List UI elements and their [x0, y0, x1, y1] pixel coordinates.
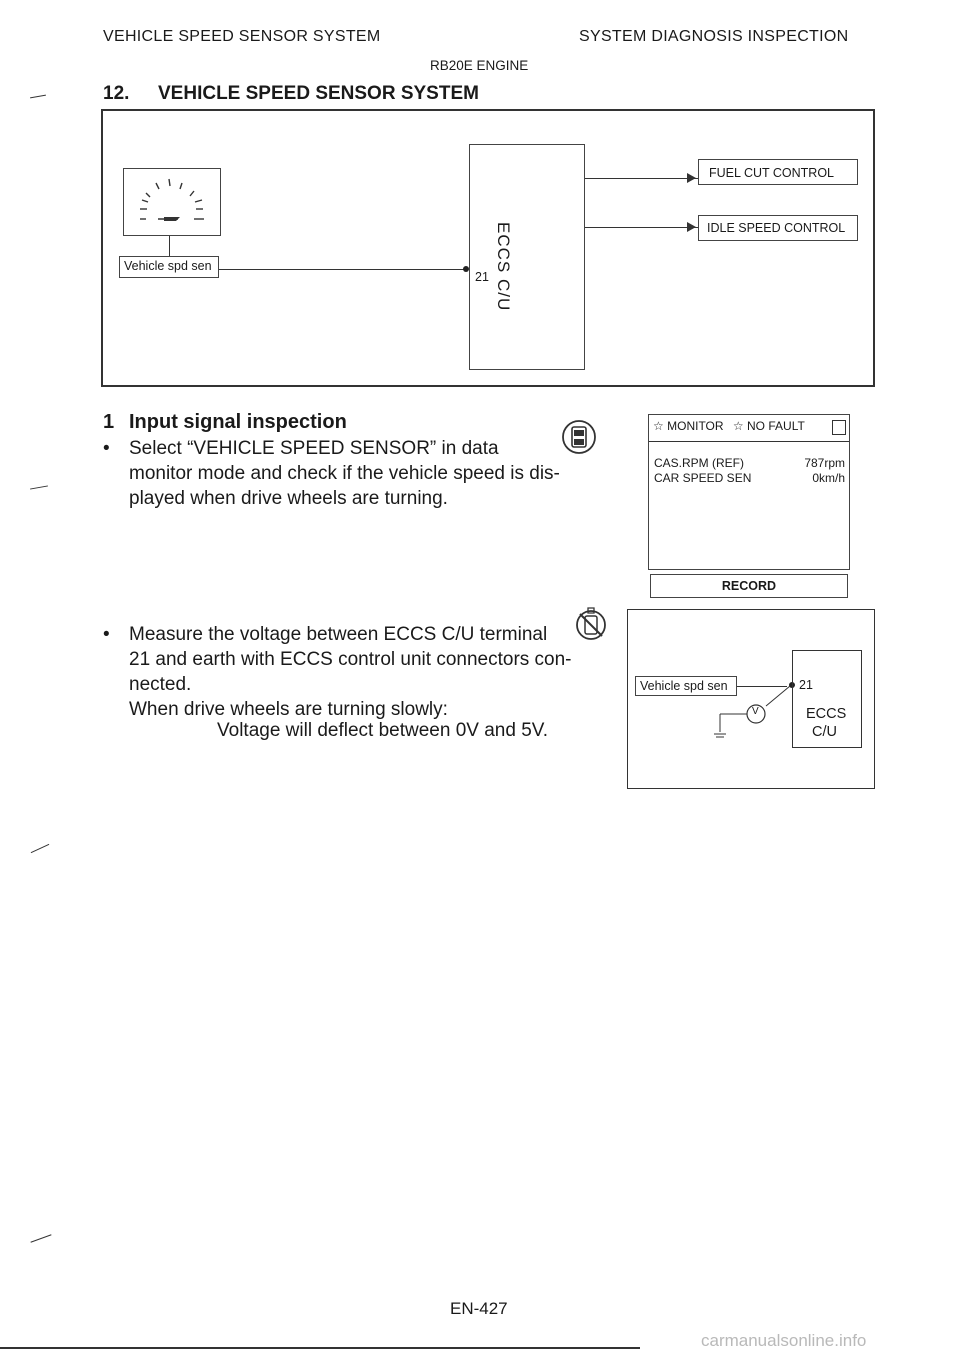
header-right: SYSTEM DIAGNOSIS INSPECTION — [579, 28, 849, 45]
arrow-icon — [687, 173, 696, 183]
instruction-line: 21 and earth with ECCS control unit connectors con- — [129, 649, 572, 670]
monitor-status: NO FAULT — [747, 419, 805, 433]
monitor-row-value: 0km/h — [812, 471, 845, 485]
star-icon: ☆ — [732, 419, 744, 433]
page-number: EN-427 — [450, 1299, 508, 1318]
instruction-line: Measure the voltage between ECCS C/U terminal — [129, 624, 548, 645]
terminal-number: 21 — [475, 270, 489, 284]
watermark: carmanualsonline.info — [701, 1331, 867, 1350]
margin-mark — [30, 95, 46, 99]
monitor-title: MONITOR — [667, 419, 724, 433]
speedometer-icon — [123, 168, 221, 236]
eccs-control-unit — [469, 144, 585, 370]
voltage-test-diagram — [627, 609, 875, 789]
consult-tester-icon — [560, 418, 598, 461]
vehicle-speed-sensor: Vehicle spd sen — [635, 676, 737, 696]
arrow-icon — [687, 222, 696, 232]
bullet-dot: • — [103, 438, 110, 459]
terminal-number: 21 — [799, 678, 813, 692]
signal-wire — [219, 269, 465, 270]
margin-mark — [30, 1234, 51, 1242]
monitor-row-label: CAR SPEED SEN — [654, 471, 752, 485]
instruction-line: Select “VEHICLE SPEED SENSOR” in data — [129, 438, 499, 459]
instruction-line: nected. — [129, 674, 192, 695]
engine-label: RB20E ENGINE — [430, 58, 529, 73]
idle-speed-control: IDLE SPEED CONTROL — [698, 215, 858, 241]
star-icon: ☆ — [653, 419, 664, 433]
section-title: VEHICLE SPEED SENSOR SYSTEM — [158, 83, 479, 104]
instruction-line: When drive wheels are turning slowly: — [129, 699, 448, 720]
step-heading: Input signal inspection — [129, 411, 347, 433]
bullet-dot: • — [103, 624, 110, 645]
monitor-row-label: CAS.RPM (REF) — [654, 456, 744, 470]
fuel-cut-control: FUEL CUT CONTROL — [698, 159, 858, 185]
instruction-line: monitor mode and check if the vehicle speed is dis- — [129, 463, 560, 484]
vehicle-speed-sensor: Vehicle spd sen — [119, 256, 219, 278]
record-button[interactable]: RECORD — [650, 574, 848, 598]
print-button[interactable] — [832, 420, 846, 435]
step-number: 1 — [103, 411, 115, 433]
margin-mark — [30, 485, 48, 489]
instruction-line: played when drive wheels are turning. — [129, 488, 448, 509]
no-tester-icon — [574, 606, 608, 649]
voltmeter-icon: V — [752, 706, 759, 717]
footer-rule — [0, 1347, 640, 1349]
margin-mark — [31, 844, 50, 853]
header-left: VEHICLE SPEED SENSOR SYSTEM — [103, 28, 381, 45]
inspection-result: Voltage will deflect between 0V and 5V. — [217, 720, 548, 741]
system-diagram: Vehicle spd sen 21 ECCS C/U FUEL CUT CONTROL IDLE SPEED CONTROL — [101, 110, 875, 387]
section-number: 12. — [103, 83, 130, 104]
ecu-label: ECCS — [806, 706, 847, 722]
ecu-label: C/U — [812, 724, 837, 740]
data-monitor-screen — [648, 414, 850, 570]
monitor-row-value: 787rpm — [804, 456, 845, 470]
